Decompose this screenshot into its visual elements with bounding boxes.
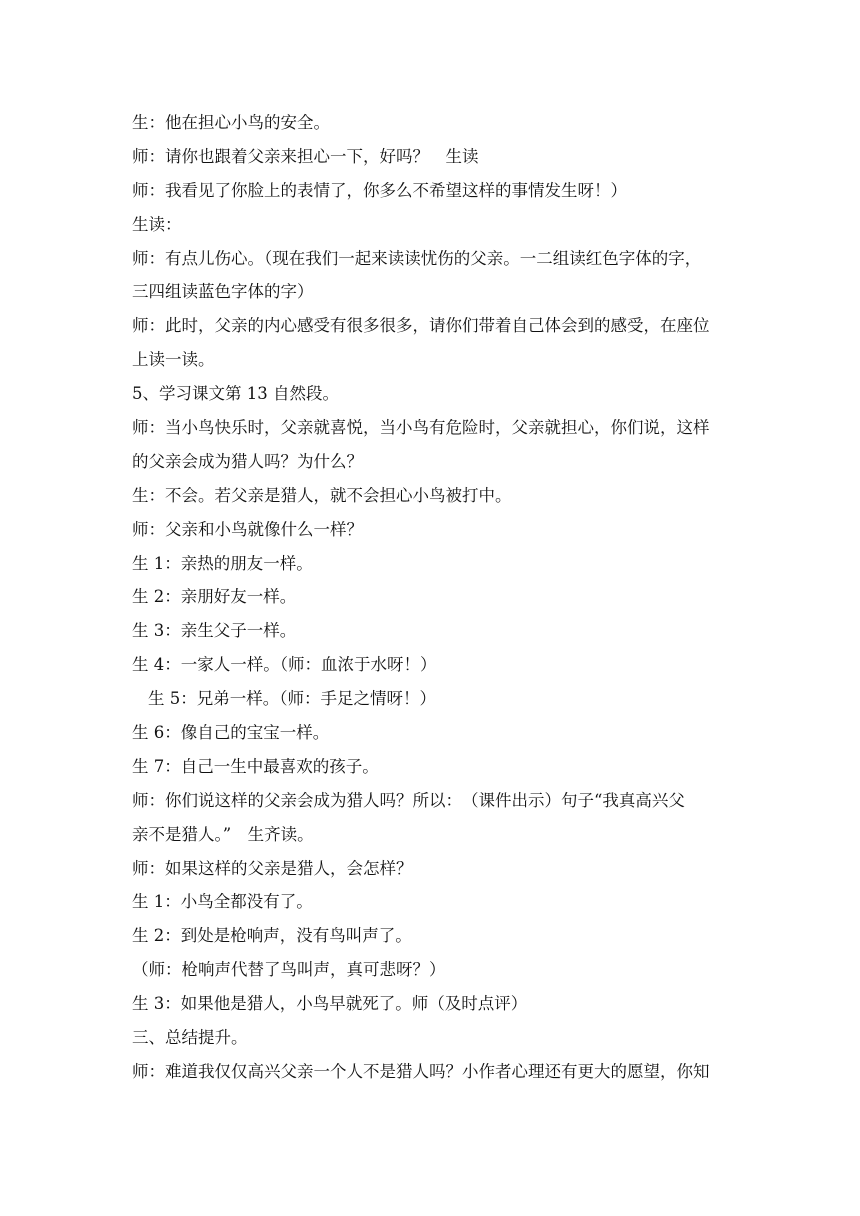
text-line: 生 3：如果他是猎人，小鸟早就死了。师（及时点评） [132, 994, 528, 1014]
document-body [132, 106, 732, 1089]
text-line: 三四组读蓝色字体的字） [132, 282, 314, 302]
text-line: 师：难道我仅仅高兴父亲一个人不是猎人吗？小作者心理还有更大的愿望，你知 [132, 1061, 710, 1081]
text-line: 上读一读。 [132, 350, 215, 370]
text-line: 生 4：一家人一样。（师：血浓于水呀！） [132, 655, 437, 675]
text-line: 的父亲会成为猎人吗？为什么？ [132, 451, 363, 471]
text-line: 生 5：兄弟一样。（师：手足之情呀！） [148, 689, 436, 709]
text-line: 生 1：小鸟全都没有了。 [132, 892, 313, 912]
text-line: （师：枪响声代替了鸟叫声，真可悲呀？） [132, 960, 446, 980]
text-line: 生 2：亲朋好友一样。 [132, 587, 297, 607]
text-line: 生 7：自己一生中最喜欢的孩子。 [132, 756, 379, 776]
text-line: 师：当小鸟快乐时，父亲就喜悦，当小鸟有危险时，父亲就担心，你们说，这样 [132, 418, 710, 438]
section-heading: 5、学习课文第 13 自然段。 [132, 384, 339, 404]
text-line: 师：父亲和小鸟就像什么一样？ [132, 519, 363, 539]
text-line: 生 3：亲生父子一样。 [132, 621, 297, 641]
text-line: 师：有点儿伤心。（现在我们一起来读读忧伤的父亲。一二组读红色字体的字， [132, 248, 702, 268]
text-line: 生：他在担心小鸟的安全。 [132, 113, 330, 132]
text-line: 师：请你也跟着父亲来担心一下，好吗？ 生读 [132, 146, 479, 166]
text-line: 生读： [132, 214, 182, 234]
text-line: 生 1：亲热的朋友一样。 [132, 553, 313, 573]
text-line: 生：不会。若父亲是猎人，就不会担心小鸟被打中。 [132, 485, 512, 505]
text-line: 师：你们说这样的父亲会成为猎人吗？所以： （课件出示）句子“我真高兴父 [132, 790, 685, 810]
text-line: 生 2：到处是枪响声，没有鸟叫声了。 [132, 926, 412, 946]
text-line: 师：此时，父亲的内心感受有很多很多，请你们带着自己体会到的感受，在座位 [132, 316, 710, 336]
section-heading: 三、总结提升。 [132, 1028, 248, 1048]
text-line: 师：如果这样的父亲是猎人，会怎样？ [132, 858, 413, 878]
text-line: 师：我看见了你脸上的表情了，你多么不希望这样的事情发生呀！） [132, 180, 627, 200]
text-line: 亲不是猎人。” 生齐读。 [132, 824, 314, 844]
text-line: 生 6：像自己的宝宝一样。 [132, 723, 330, 743]
